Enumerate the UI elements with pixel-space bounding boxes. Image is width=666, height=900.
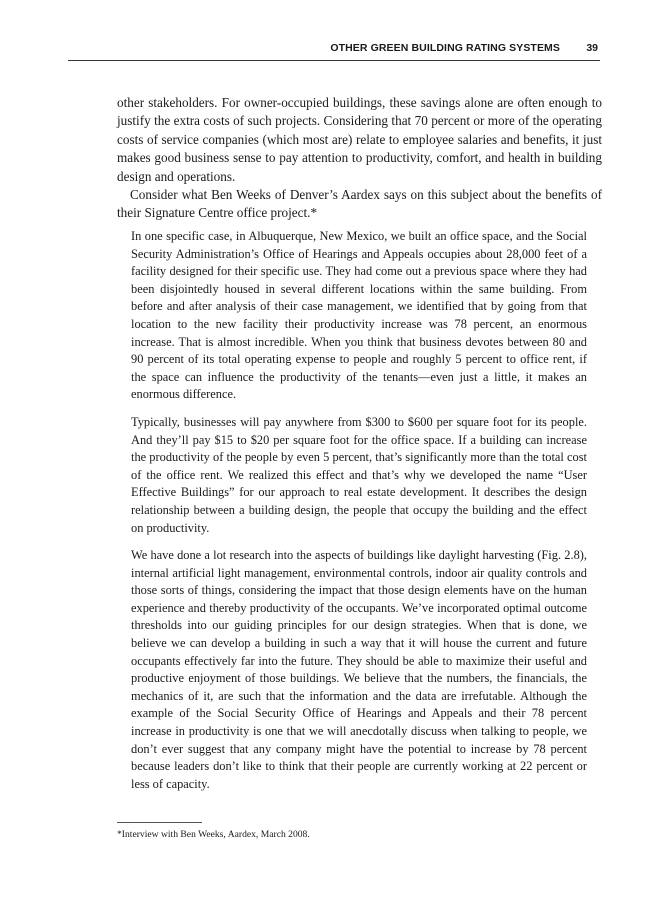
quote-paragraph: We have done a lot research into the aspects of buildings like daylight harvesting (Fig. 2.8), internal artificial light management, environmental controls, indoor air quality controls and those sorts of things, considering the impact that those design elements have on the human experience and thereby productivity of the occupants. We’ve incorporated optimal outcome thresholds into our guiding principles for our design strategies. When that is done, we believe we can develop a building in such a way that it will house the current and future occupants effectively far into the future. They should be able to maximize their useful and productive enjoyment of those buildings. We believe that the numbers, the financials, the mechanics of it, are such that the information and the data are irrefutable. Although the example of the Social Security Office of Hearings and Appeals and their 78 percent increase in productivity is one that we will anecdotally discuss when talking to people, we don’t ever suggest that any company might have the potential to increase by 78 percent because leaders don’t like to think that their people are currently working at 22 percent or less of capacity.: [131, 548, 587, 791]
page-number: 39: [586, 42, 598, 54]
body-paragraph: Consider what Ben Weeks of Denver’s Aardex says on this subject about the benefits of their Signature Centre office project.*: [117, 187, 602, 221]
section-title: OTHER GREEN BUILDING RATING SYSTEMS: [330, 42, 560, 54]
quote-paragraph: In one specific case, in Albuquerque, New Mexico, we built an office space, and the Social Security Administration’s Office of Hearings and Appeals occupies about 28,000 feet of a facility designed for their specific use. They had come out a previous space where they had been disjointedly housed in several different locations within the same building. From before and after analysis of their case management, we identified that by going from that location to the new facility their productivity increase was 78 percent, an enormous increase. That is almost incredible. When you think that business devotes between 80 and 90 percent of its total operating expense to people and roughly 5 percent to office rent, if the space can influence the productivity of the tenants—even just a little, it makes an enormous difference.: [131, 229, 587, 402]
footnote: *Interview with Ben Weeks, Aardex, March 2008.: [117, 829, 310, 840]
body-paragraph: other stakeholders. For owner-occupied buildings, these savings alone are often enough to justify the extra costs of such projects. Considering that 70 percent or more of the operating costs of service companies (which most are) relate to employee salaries and benefits, it just makes good business sense to pay attention to productivity, comfort, and health in building design and operations.: [117, 95, 602, 184]
body-text: [117, 94, 602, 223]
block-quote: [131, 228, 587, 803]
running-header: [68, 38, 600, 61]
quote-paragraph: Typically, businesses will pay anywhere from $300 to $600 per square foot for its people. And they’ll pay $15 to $20 per square foot for the office space. If a building can increase the productivity of the people by even 5 percent, that’s significantly more than the total cost of the office rent. We realized this effect and that’s why we developed the name “User Effective Buildings” for our approach to real estate development. It describes the design relationship between a building design, the people that occupy the building and the effect on productivity.: [131, 414, 587, 535]
footnote-rule: [117, 822, 202, 823]
